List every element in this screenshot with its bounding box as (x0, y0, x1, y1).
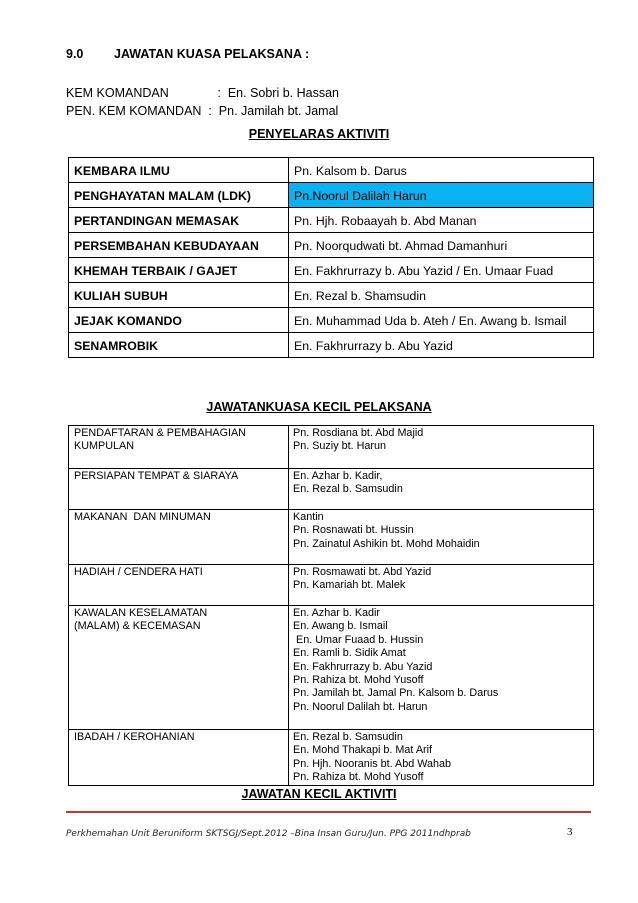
member-name: Pn. Rahiza bt. Mohd Yusoff (293, 674, 424, 687)
table-row (69, 426, 594, 469)
table-row (69, 606, 594, 730)
unit-cell (69, 469, 289, 510)
member-name: En. Rezal b. Samsudin (293, 483, 403, 496)
members-cell (289, 469, 594, 510)
members-cell (289, 606, 594, 730)
unit-name-line: (MALAM) & KECEMASAN (74, 620, 201, 633)
member-name: Pn. Rosmawati bt. Abd Yazid (293, 566, 432, 578)
coordinator-cell: Pn.Noorul Dalilah Harun (289, 183, 594, 208)
table-row (69, 158, 594, 183)
coordinator-cell: En. Fakhrurrazy b. Abu Yazid / En. Umaar Fuad (289, 258, 594, 283)
member-name: Pn. Noorul Dalilah bt. Harun (293, 700, 428, 713)
member-name: Pn. Rahiza bt. Mohd Yusoff (293, 771, 424, 784)
table-row (69, 233, 594, 258)
coordinator-cell: En. Fakhrurrazy b. Abu Yazid (289, 333, 594, 358)
table-row (69, 469, 594, 510)
member-name: En. Azhar b. Kadir (293, 607, 381, 619)
table-row (69, 730, 594, 786)
coordinator-cell: En. Rezal b. Shamsudin (289, 283, 594, 308)
footer-text: Perkhemahan Unit Beruniform SKTSGJ/Sept.2012 –Bina Insan Guru/Jun. PPG 2011ndhprab (66, 829, 471, 839)
member-name: Pn. Hjh. Nooranis bt. Abd Wahab (293, 757, 452, 770)
member-name: En. Umar Fuaad b. Hussin (293, 633, 424, 646)
member-name: En. Azhar b. Kadir, (293, 470, 383, 482)
member-name: Pn. Suziy bt. Harun (293, 440, 387, 453)
page-number: 3 (567, 826, 573, 838)
footer-rule (66, 811, 591, 813)
section-number: 9.0 (66, 47, 84, 61)
table-row (69, 258, 594, 283)
unit-cell (69, 730, 289, 786)
member-name: Pn. Rosdiana bt. Abd Majid (293, 427, 424, 439)
member-name: Pn. Jamilah bt. Jamal Pn. Kalsom b. Darus (293, 687, 499, 700)
member-name: Pn. Kamariah bt. Malek (293, 579, 406, 592)
subcommittee-table (68, 425, 594, 786)
activity-committee-title: JAWATAN KECIL AKTIVITI (241, 787, 397, 801)
member-name: En. Mohd Thakapi b. Mat Arif (293, 744, 433, 757)
unit-name-line: KUMPULAN (74, 440, 134, 453)
activity-cell: PERTANDINGAN MEMASAK (69, 208, 289, 233)
coordinators-table (68, 157, 594, 358)
unit-name-line: PERSIAPAN TEMPAT & SIARAYA (74, 470, 239, 482)
subcommittee-title: JAWATANKUASA KECIL PELAKSANA (206, 400, 432, 414)
unit-name-line: IBADAH / KEROHANIAN (74, 731, 195, 743)
member-name: En. Fakhrurrazy b. Abu Yazid (293, 660, 433, 673)
activity-cell: SENAMROBIK (69, 333, 289, 358)
unit-cell (69, 606, 289, 730)
table-row (69, 333, 594, 358)
coordinator-cell: En. Muhammad Uda b. Ateh / En. Awang b. Ismail (289, 308, 594, 333)
unit-name-line: KAWALAN KESELAMATAN (74, 607, 208, 619)
member-name: En. Rezal b. Samsudin (293, 731, 403, 743)
table-row (69, 283, 594, 308)
table-row (69, 510, 594, 565)
members-cell (289, 510, 594, 565)
camp-commandant-line: KEM KOMANDAN : En. Sobri b. Hassan (66, 86, 339, 100)
member-name: En. Awang b. Ismail (293, 620, 388, 633)
member-name: Pn. Rosnawati bt. Hussin (293, 524, 414, 537)
activity-cell: PERSEMBAHAN KEBUDAYAAN (69, 233, 289, 258)
unit-name-line: HADIAH / CENDERA HATI (74, 566, 203, 578)
member-name: En. Ramli b. Sidik Amat (293, 647, 406, 660)
unit-cell (69, 565, 289, 606)
deputy-commandant-line: PEN. KEM KOMANDAN : Pn. Jamilah bt. Jamal (66, 104, 339, 118)
table-row (69, 208, 594, 233)
coordinator-cell: Pn. Kalsom b. Darus (289, 158, 594, 183)
coordinators-title: PENYELARAS AKTIVITI (248, 127, 390, 141)
activity-cell: KULIAH SUBUH (69, 283, 289, 308)
section-title: JAWATAN KUASA PELAKSANA : (114, 47, 310, 61)
unit-name-line: MAKANAN DAN MINUMAN (74, 511, 211, 523)
coordinator-cell: Pn. Noorqudwati bt. Ahmad Damanhuri (289, 233, 594, 258)
unit-name-line: PENDAFTARAN & PEMBAHAGIAN (74, 427, 246, 439)
activity-cell: KEMBARA ILMU (69, 158, 289, 183)
members-cell (289, 565, 594, 606)
activity-cell: KHEMAH TERBAIK / GAJET (69, 258, 289, 283)
table-row (69, 565, 594, 606)
members-cell (289, 730, 594, 786)
coordinator-cell: Pn. Hjh. Robaayah b. Abd Manan (289, 208, 594, 233)
activity-cell: PENGHAYATAN MALAM (LDK) (69, 183, 289, 208)
unit-cell (69, 510, 289, 565)
table-row (69, 183, 594, 208)
members-cell (289, 426, 594, 469)
table-row (69, 308, 594, 333)
unit-cell (69, 426, 289, 469)
activity-cell: JEJAK KOMANDO (69, 308, 289, 333)
member-name: Kantin (293, 511, 324, 523)
member-name: Pn. Zainatul Ashikin bt. Mohd Mohaidin (293, 537, 480, 550)
